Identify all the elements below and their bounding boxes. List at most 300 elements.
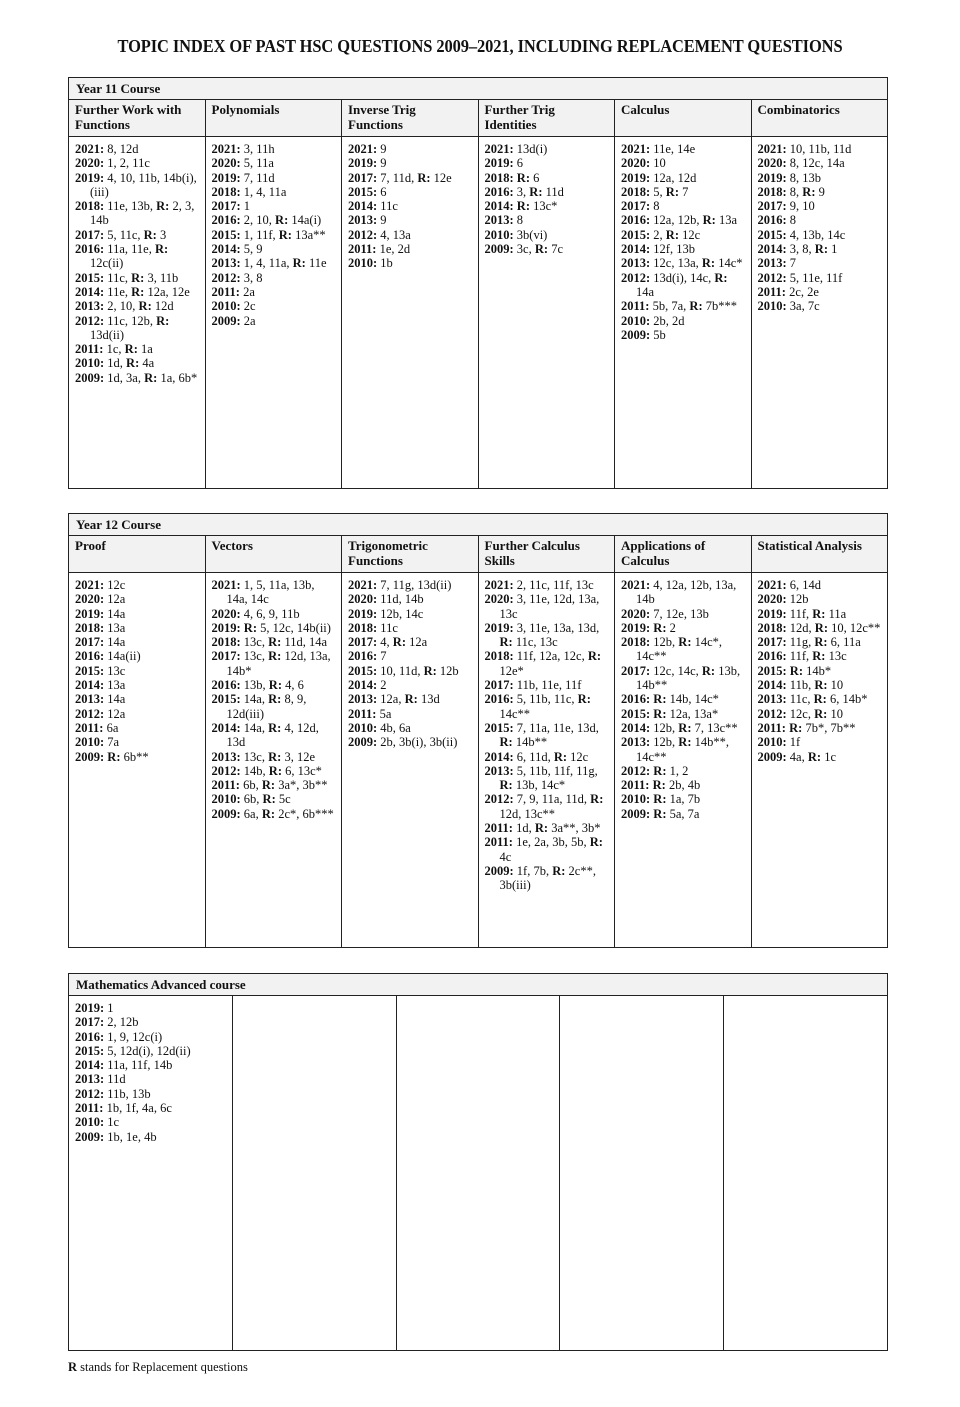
topic-column (69, 100, 206, 488)
entry-row (758, 635, 882, 649)
entry-row (348, 592, 472, 606)
entry-questions: 11b, R: 10 (786, 678, 844, 693)
entry-year: 2020: (211, 156, 241, 171)
entry-year: 2020: (211, 606, 241, 621)
entry-row (485, 228, 609, 242)
replacement-marker: R: (534, 821, 549, 836)
entry-year: 2019: (348, 606, 378, 621)
replacement-marker: R: (678, 735, 692, 750)
entry-questions: 13d(i) (513, 142, 548, 156)
entry-questions: 2a (239, 284, 255, 299)
advanced-section (68, 973, 888, 1351)
replacement-marker: R: (529, 184, 543, 199)
entry-questions: 12c, 14c, R: 13b, 14b** (636, 663, 741, 693)
entry-row (758, 664, 882, 678)
entry-year: 2017: (211, 199, 241, 214)
entry-questions: R: 6 (516, 170, 540, 185)
entry-row (75, 1030, 226, 1044)
entry-year: 2010: (348, 720, 378, 735)
entry-row (348, 735, 472, 749)
entry-row (75, 635, 199, 649)
entry-questions: 6b, R: 5c (240, 792, 291, 807)
topic-heading: Calculus (615, 100, 751, 137)
entry-year: 2012: (211, 763, 241, 778)
entry-questions: 1b, 1f, 4a, 6c (103, 1101, 172, 1116)
entry-questions: 12c (104, 578, 126, 592)
entry-row (348, 171, 472, 185)
entry-row (485, 621, 609, 650)
entry-year: 2018: (348, 620, 378, 635)
entry-row (485, 750, 609, 764)
entry-questions: 11e, 13b, R: 2, 3, 14b (90, 199, 195, 228)
entry-questions: 13d(i), 14c, R: 14a (636, 270, 728, 299)
entry-year: 2016: (757, 213, 787, 228)
entry-list (752, 573, 888, 764)
topic-heading: Polynomials (206, 100, 342, 137)
replacement-marker: R: (678, 720, 692, 735)
entry-year: 2021: (75, 578, 105, 592)
entry-row (348, 199, 472, 213)
entry-row (348, 721, 472, 735)
topic-heading: Statistical Analysis (752, 536, 888, 573)
entry-questions: 2a (240, 313, 256, 328)
entry-year: 2010: (757, 299, 787, 314)
replacement-marker: R: (813, 692, 827, 707)
entry-questions: 5, 9 (240, 242, 263, 257)
replacement-marker: R: (590, 792, 604, 807)
entry-year: 2017: (757, 635, 787, 650)
entry-year: 2011: (621, 778, 650, 793)
entry-questions: 13c (104, 663, 126, 678)
replacement-marker: R: (268, 763, 282, 778)
replacement-marker: R: (261, 778, 276, 793)
entry-year: 2016: (75, 242, 105, 257)
entry-row (621, 242, 745, 256)
entry-row (75, 678, 199, 692)
entry-questions: 1, 11f, R: 13a** (240, 227, 326, 242)
replacement-marker: R: (404, 692, 418, 707)
entry-questions: 12d, R: 10, 12c** (786, 620, 881, 635)
entry-row (212, 271, 336, 285)
entry-row (621, 735, 745, 764)
entry-questions: 4b, 6a (377, 720, 411, 735)
entry-row (212, 578, 336, 607)
entry-year: 2017: (75, 1015, 105, 1030)
entry-row (621, 228, 745, 242)
entry-row (348, 621, 472, 635)
replacement-marker: R: (552, 863, 566, 878)
entry-year: 2020: (621, 156, 651, 171)
entry-year: 2014: (484, 749, 514, 764)
entry-row (212, 171, 336, 185)
topic-grid (69, 536, 887, 947)
entry-row (758, 735, 882, 749)
entry-year: 2016: (211, 213, 241, 228)
entry-year: 2018: (621, 184, 651, 199)
entry-row (621, 792, 745, 806)
entry-row (348, 185, 472, 199)
replacement-marker: R: (652, 778, 666, 793)
replacement-marker: R: (577, 692, 591, 707)
replacement-marker: R: (138, 299, 152, 314)
entry-row (758, 678, 882, 692)
topic-heading: Combinatorics (752, 100, 888, 137)
entry-questions: 7a (104, 735, 120, 750)
entry-questions: 8 (513, 213, 524, 228)
replacement-marker: R: (144, 370, 158, 385)
entry-row (758, 299, 882, 313)
entry-row (212, 649, 336, 678)
entry-year: 2011: (211, 778, 240, 793)
entry-questions: 8, 13b (786, 170, 822, 185)
entry-questions: R: 1a, 7b (653, 792, 701, 807)
replacement-marker: R: (714, 270, 728, 285)
entry-row (758, 750, 882, 764)
entry-year: 2018: (75, 199, 105, 214)
entry-questions: 12b (786, 592, 809, 607)
entry-year: 2021: (75, 142, 105, 156)
entry-year: 2015: (757, 227, 787, 242)
entry-row (485, 792, 609, 821)
entry-year: 2009: (211, 313, 241, 328)
entry-questions: 6a, R: 2c*, 6b*** (240, 806, 334, 821)
entry-list (69, 573, 205, 764)
topic-column (560, 996, 724, 1350)
entry-row (348, 578, 472, 592)
entry-questions: 11c, R: 6, 14b* (786, 692, 868, 707)
entry-questions: 5a (376, 706, 392, 721)
entry-year: 2012: (757, 706, 787, 721)
entry-year: 2015: (348, 663, 378, 678)
entry-row (758, 256, 882, 270)
entry-row (348, 649, 472, 663)
entry-list (724, 996, 887, 1001)
entry-questions: 11f, R: 11a (786, 606, 847, 621)
entry-questions: 1f, 7b, R: 2c**, 3b(iii) (499, 863, 596, 893)
replacement-marker: R: (143, 227, 157, 242)
entry-questions: 12c, 13a, R: 14c* (650, 256, 743, 271)
entry-row (212, 792, 336, 806)
replacement-marker: R: (126, 356, 140, 371)
entry-questions: 7, 11g, 13d(ii) (377, 578, 452, 592)
entry-row (621, 778, 745, 792)
entry-questions: 4, 6, 9, 11b (240, 606, 300, 621)
entry-row (621, 328, 745, 342)
topic-column (342, 536, 479, 947)
entry-year: 2010: (757, 735, 787, 750)
replacement-marker: R: (553, 749, 568, 764)
entry-questions: R: 5, 12c, 14b(ii) (243, 620, 331, 635)
entry-questions: 4a, R: 1c (786, 749, 836, 764)
entry-questions: 8, 12d (104, 142, 139, 156)
entry-row (212, 156, 336, 170)
entry-year: 2021: (757, 578, 787, 592)
entry-row (758, 213, 882, 227)
entry-questions: 1c, R: 1a (103, 342, 153, 357)
entry-year: 2009: (621, 806, 651, 821)
entry-year: 2014: (75, 1058, 105, 1073)
entry-questions: 2, 10, R: 14a(i) (240, 213, 322, 228)
entry-questions: 10 (650, 156, 666, 171)
entry-row (621, 578, 745, 607)
entry-row (75, 342, 199, 356)
entry-questions: 6b, R: 3a*, 3b** (239, 778, 328, 793)
entry-year: 2013: (75, 692, 105, 707)
replacement-marker: R: (653, 692, 667, 707)
topic-heading: Further Work with Functions (69, 100, 205, 137)
replacement-marker: R: (653, 706, 667, 721)
replacement-marker: R: (124, 342, 138, 357)
entry-questions: 12b, R: 14b**, 14c** (636, 735, 729, 764)
topic-column (479, 100, 616, 488)
entry-row (621, 199, 745, 213)
entry-year: 2014: (75, 284, 105, 299)
entry-row (348, 242, 472, 256)
entry-row (75, 299, 199, 313)
entry-row (621, 271, 745, 300)
entry-row (758, 649, 882, 663)
entry-year: 2010: (75, 356, 105, 371)
entry-year: 2017: (211, 649, 241, 664)
entry-list (615, 573, 751, 821)
entry-year: 2016: (211, 678, 241, 693)
entry-year: 2014: (621, 720, 651, 735)
entry-year: 2010: (211, 792, 241, 807)
entry-row (485, 835, 609, 864)
entry-questions: 1d, R: 3a**, 3b* (512, 821, 601, 836)
entry-questions: 5, 11c, R: 3 (104, 227, 167, 242)
entry-row (621, 299, 745, 313)
replacement-marker: R: (107, 749, 121, 764)
section-heading: Mathematics Advanced course (69, 974, 887, 996)
entry-row (212, 678, 336, 692)
entry-row (212, 314, 336, 328)
entry-list (206, 137, 342, 328)
entry-year: 2021: (211, 578, 241, 592)
entry-row (758, 228, 882, 242)
entry-row (75, 707, 199, 721)
entry-year: 2015: (484, 720, 514, 735)
entry-row (348, 156, 472, 170)
replacement-marker: R: (653, 763, 667, 778)
entry-questions: 11d, 14b (377, 592, 424, 607)
replacement-marker: R: (702, 213, 716, 228)
entry-row (348, 635, 472, 649)
entry-year: 2020: (757, 156, 787, 171)
replacement-marker: R: (534, 242, 549, 257)
entry-year: 2015: (621, 227, 651, 242)
entry-year: 2015: (75, 270, 105, 285)
topic-heading: Inverse Trig Functions (342, 100, 478, 137)
entry-row (621, 213, 745, 227)
entry-row (212, 228, 336, 242)
entry-year: 2017: (348, 635, 378, 650)
entry-questions: 3b(vi) (513, 227, 548, 242)
entry-questions: 12a, 12b, R: 13a (650, 213, 737, 228)
replacement-marker: R: (131, 284, 145, 299)
entry-questions: 1, 4, 11a (240, 184, 287, 199)
entry-row (758, 142, 882, 156)
entry-questions: 1 (240, 199, 251, 214)
entry-year: 2020: (75, 156, 105, 171)
entry-questions: R: 6b** (107, 749, 149, 764)
entry-row (485, 692, 609, 721)
entry-year: 2019: (348, 156, 378, 171)
entry-row (485, 185, 609, 199)
entry-row (212, 807, 336, 821)
entry-questions: 14a (104, 692, 126, 707)
entry-questions: 1 (104, 1001, 114, 1015)
entry-questions: 5, 11e, 11f (786, 270, 843, 285)
replacement-marker: R: (653, 792, 667, 807)
entry-list (560, 996, 723, 1001)
entry-questions: R: 2b, 4b (652, 778, 701, 793)
entry-questions: 3, 11e, 13a, 13d, R: 11c, 13c (499, 620, 600, 650)
entry-questions: 1b (377, 256, 393, 271)
entry-row (621, 764, 745, 778)
entry-year: 2016: (757, 649, 787, 664)
entry-row (758, 199, 882, 213)
entry-questions: 14a (104, 606, 126, 621)
entry-row (621, 621, 745, 635)
entry-year: 2016: (348, 649, 378, 664)
entry-list (233, 996, 396, 1001)
entry-year: 2011: (757, 284, 786, 299)
entry-questions: 7, 11d (240, 170, 275, 185)
entry-year: 2010: (621, 313, 651, 328)
entry-year: 2019: (484, 620, 514, 635)
entry-year: 2009: (484, 863, 514, 878)
replacement-marker: R: (814, 242, 828, 257)
entry-year: 2015: (211, 227, 241, 242)
entry-row (348, 228, 472, 242)
entry-year: 2018: (211, 184, 241, 199)
replacement-marker: R: (261, 806, 276, 821)
entry-year: 2017: (757, 199, 787, 214)
entry-questions: 2, 11c, 11f, 13c (513, 578, 594, 592)
replacement-marker: R: (812, 606, 826, 621)
entry-row (485, 142, 609, 156)
entry-year: 2021: (211, 142, 241, 156)
replacement-marker: R: (268, 678, 282, 693)
entry-year: 2011: (211, 284, 240, 299)
entry-year: 2017: (348, 170, 378, 185)
topic-column (615, 100, 752, 488)
entry-questions: 3, R: 11d (513, 184, 564, 199)
entry-questions: R: 14b, 14c* (653, 692, 719, 707)
replacement-marker: R: (814, 678, 828, 693)
topic-column (233, 996, 397, 1350)
entry-row (348, 678, 472, 692)
entry-year: 2009: (757, 749, 787, 764)
entry-questions: 7, 11a, 11e, 13d, R: 14b** (499, 720, 599, 750)
entry-list (206, 573, 342, 821)
entry-row (758, 242, 882, 256)
entry-row (75, 592, 199, 606)
footnote-text: stands for Replacement questions (77, 1360, 248, 1374)
entry-year: 2019: (211, 620, 241, 635)
topic-column (752, 100, 888, 488)
entry-row (212, 242, 336, 256)
entry-year: 2013: (621, 256, 651, 271)
entry-year: 2014: (757, 242, 787, 257)
replacement-marker: R: (292, 256, 306, 271)
entry-row (758, 621, 882, 635)
entry-list (479, 137, 615, 256)
entry-year: 2009: (484, 242, 514, 257)
topic-column (69, 996, 233, 1350)
entry-row (485, 578, 609, 592)
entry-year: 2013: (75, 1072, 105, 1087)
entry-row (212, 621, 336, 635)
entry-year: 2021: (757, 142, 787, 156)
entry-questions: 1b, 1e, 4b (104, 1129, 157, 1144)
replacement-marker: R: (392, 635, 406, 650)
entry-row (348, 692, 472, 706)
replacement-marker: R: (278, 227, 292, 242)
entry-year: 2016: (484, 692, 514, 707)
entry-questions: 4, 13b, 14c (786, 227, 846, 242)
entry-year: 2019: (75, 1001, 105, 1015)
entry-row (75, 621, 199, 635)
entry-questions: 2 (377, 678, 387, 693)
topic-grid (69, 996, 887, 1350)
entry-year: 2018: (757, 184, 787, 199)
entry-questions: 13c, R: 11d, 14a (240, 635, 328, 650)
entry-list (615, 137, 751, 342)
entry-year: 2015: (757, 663, 787, 678)
entry-year: 2010: (211, 299, 241, 314)
entry-questions: 14a, R: 8, 9, 12d(iii) (226, 692, 307, 721)
entry-row (758, 721, 882, 735)
replacement-marker: R: (417, 170, 431, 185)
entry-year: 2019: (75, 170, 105, 185)
entry-questions: 6 (377, 184, 387, 199)
entry-questions: 2, 12b (104, 1015, 139, 1030)
replacement-marker: R: (701, 663, 716, 678)
entry-row (75, 156, 199, 170)
entry-questions: 13a (104, 678, 126, 693)
entry-year: 2019: (621, 170, 651, 185)
entry-row (758, 707, 882, 721)
section-heading: Year 11 Course (69, 78, 887, 100)
entry-row (485, 864, 609, 893)
entry-year: 2011: (484, 821, 513, 836)
entry-questions: R: 12a, 13a* (653, 706, 719, 721)
entry-year: 2020: (348, 592, 378, 607)
entry-questions: 11e, R: 12a, 12e (104, 284, 190, 299)
entry-questions: 11d (104, 1072, 126, 1087)
entry-row (75, 692, 199, 706)
entry-questions: 11c, 12b, R: 13d(ii) (90, 313, 170, 342)
topic-column (342, 100, 479, 488)
entry-list (342, 573, 478, 750)
entry-row (75, 750, 199, 764)
replacement-marker: R: (516, 199, 530, 214)
entry-year: 2021: (484, 578, 514, 592)
entry-row (621, 256, 745, 270)
topic-column (615, 536, 752, 947)
entry-year: 2021: (348, 142, 378, 156)
entry-row (621, 721, 745, 735)
entry-questions: 12a (104, 706, 126, 721)
entry-questions: 12a, R: 13d (377, 692, 440, 707)
entry-row (75, 371, 199, 385)
entry-row (212, 199, 336, 213)
entry-questions: 9 (377, 156, 387, 171)
section-heading: Year 12 Course (69, 514, 887, 536)
entry-year: 2009: (621, 327, 651, 342)
